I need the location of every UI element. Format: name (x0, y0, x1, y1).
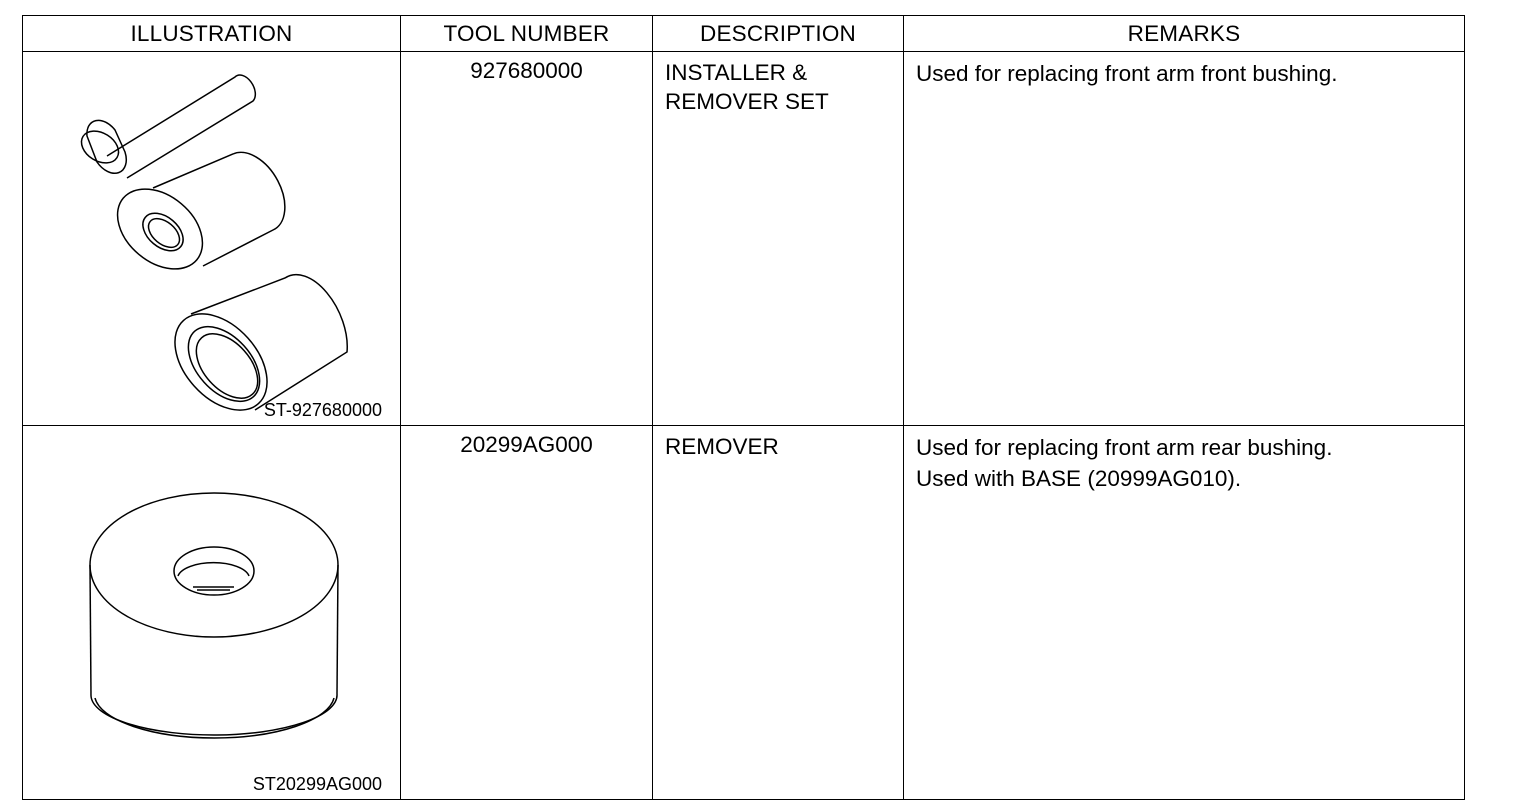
tool-number-cell: 20299AG000 (401, 426, 653, 800)
description-line: REMOVER SET (665, 89, 829, 114)
installer-remover-set-icon (23, 52, 401, 419)
table-row (23, 52, 1465, 426)
table-row (23, 426, 1465, 800)
header-tool-number: TOOL NUMBER (401, 16, 653, 52)
remarks-cell (904, 52, 1465, 426)
header-illustration: ILLUSTRATION (23, 16, 401, 52)
remover-cylinder-icon (23, 426, 401, 793)
description-line: INSTALLER & (665, 60, 808, 85)
remarks-line: Used for replacing front arm front bushing. (916, 61, 1338, 86)
special-tools-table (22, 15, 1465, 800)
header-description: DESCRIPTION (653, 16, 904, 52)
remarks-line: Used with BASE (20999AG010). (916, 466, 1242, 491)
remarks-cell (904, 426, 1465, 800)
description-cell (653, 426, 904, 800)
tool-number-cell: 927680000 (401, 52, 653, 426)
illustration-code: ST-927680000 (263, 400, 382, 420)
illustration-code: ST20299AG000 (252, 774, 382, 794)
illustration-cell (23, 426, 401, 800)
remarks-line: Used for replacing front arm rear bushing. (916, 435, 1333, 460)
header-row (23, 16, 1465, 52)
description-line: REMOVER (665, 434, 779, 459)
illustration-cell (23, 52, 401, 426)
header-remarks: REMARKS (904, 16, 1465, 52)
description-cell (653, 52, 904, 426)
